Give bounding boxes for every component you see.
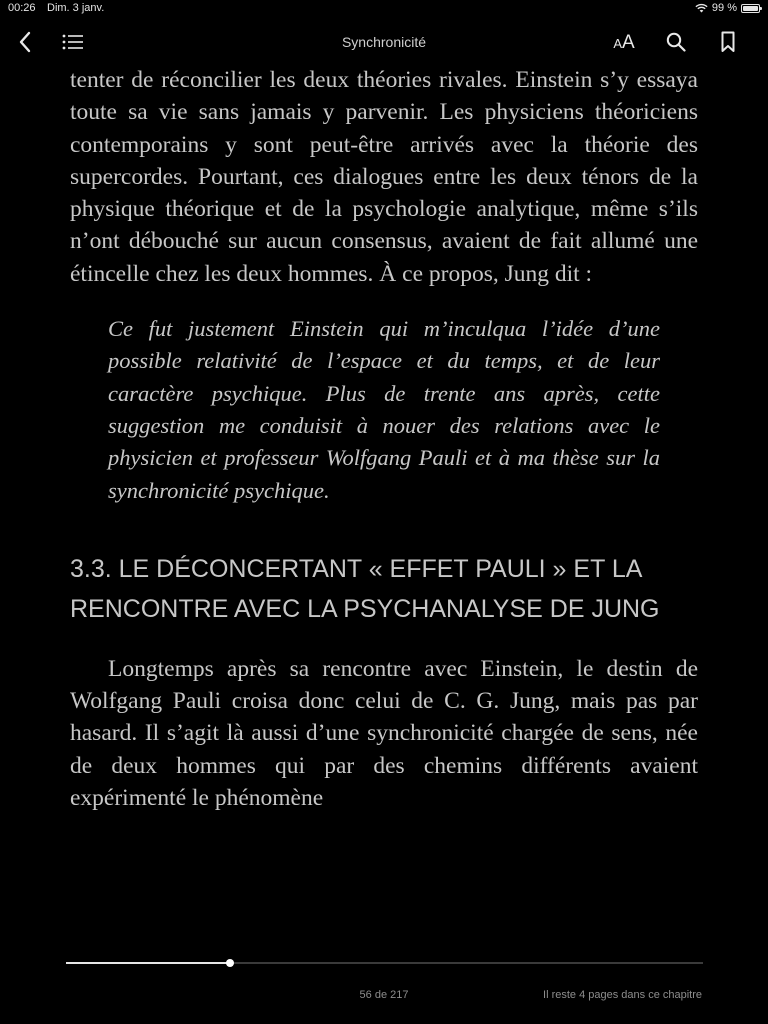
table-of-contents-button[interactable] [58, 24, 88, 60]
status-bar [0, 0, 768, 18]
block-quote: Ce fut justement Einstein qui m’inculqua l’idée d’une possible relativité de l’espace et du temps, et de leur caractère psychique. Plus de trente ans après, cette suggestion me conduisit à nouer des relations avec le physicien et professeur Wolfgang Pauli et à ma thèse sur la synchronicité psychique. [108, 316, 660, 503]
text-size-button[interactable] [604, 24, 644, 60]
section-heading: 3.3. LE DÉCONCERTANT « EFFET PAULI » ET LA RENCONTRE AVEC LA PSYCHANALYSE DE JUNG [70, 554, 660, 623]
progress-fill [66, 962, 230, 964]
status-time: 00:26 [8, 2, 36, 14]
remaining-pages-text: Il reste 4 pages dans ce chapitre [543, 989, 702, 1001]
status-date: Dim. 3 janv. [47, 2, 105, 14]
bookmark-icon [721, 31, 735, 53]
battery-fill [743, 6, 758, 11]
bookmark-button[interactable] [713, 24, 743, 60]
progress-handle[interactable] [226, 959, 234, 967]
status-right [695, 2, 760, 14]
body-paragraph: Longtemps après sa rencontre avec Einstein, le destin de Wolfgang Pauli croisa donc celui de C. G. Jung, mais pas par hasard. Il s’agit là aussi d’une synchronicité chargée de sens, née de deux hommes qui par des chemins différents avaient expérimenté le phénomène [70, 655, 698, 812]
battery-icon [741, 4, 760, 13]
wifi-icon [695, 3, 708, 13]
reader-toolbar [0, 24, 768, 60]
body-paragraph: tenter de réconcilier les deux théories rivales. Einstein s’y essaya toute sa vie sans jamais y parvenir. Les physiciens théoriciens contemporains y sont peut-être arrivés avec la théorie des supercordes. Pourtant, ces dialogues entre les deux ténors de la physique théorique et de la psychologie analytique, même s’ils n’ont débouché sur aucun consensus, avaient de fait allumé une étincelle chez les deux hommes. À ce propos, Jung dit : [70, 67, 698, 287]
back-button[interactable] [10, 24, 40, 60]
list-icon [62, 34, 84, 50]
book-page-content [70, 64, 698, 814]
page-footer [0, 989, 768, 1005]
page-progress-slider[interactable] [66, 962, 703, 964]
search-icon [666, 32, 686, 52]
search-button[interactable] [661, 24, 691, 60]
chevron-left-icon [18, 31, 32, 53]
page-indicator: 56 de 217 [359, 989, 409, 1001]
battery-percent: 99 % [711, 2, 737, 14]
text-size-icon: AA [613, 31, 635, 53]
book-title: Synchronicité [341, 34, 427, 50]
